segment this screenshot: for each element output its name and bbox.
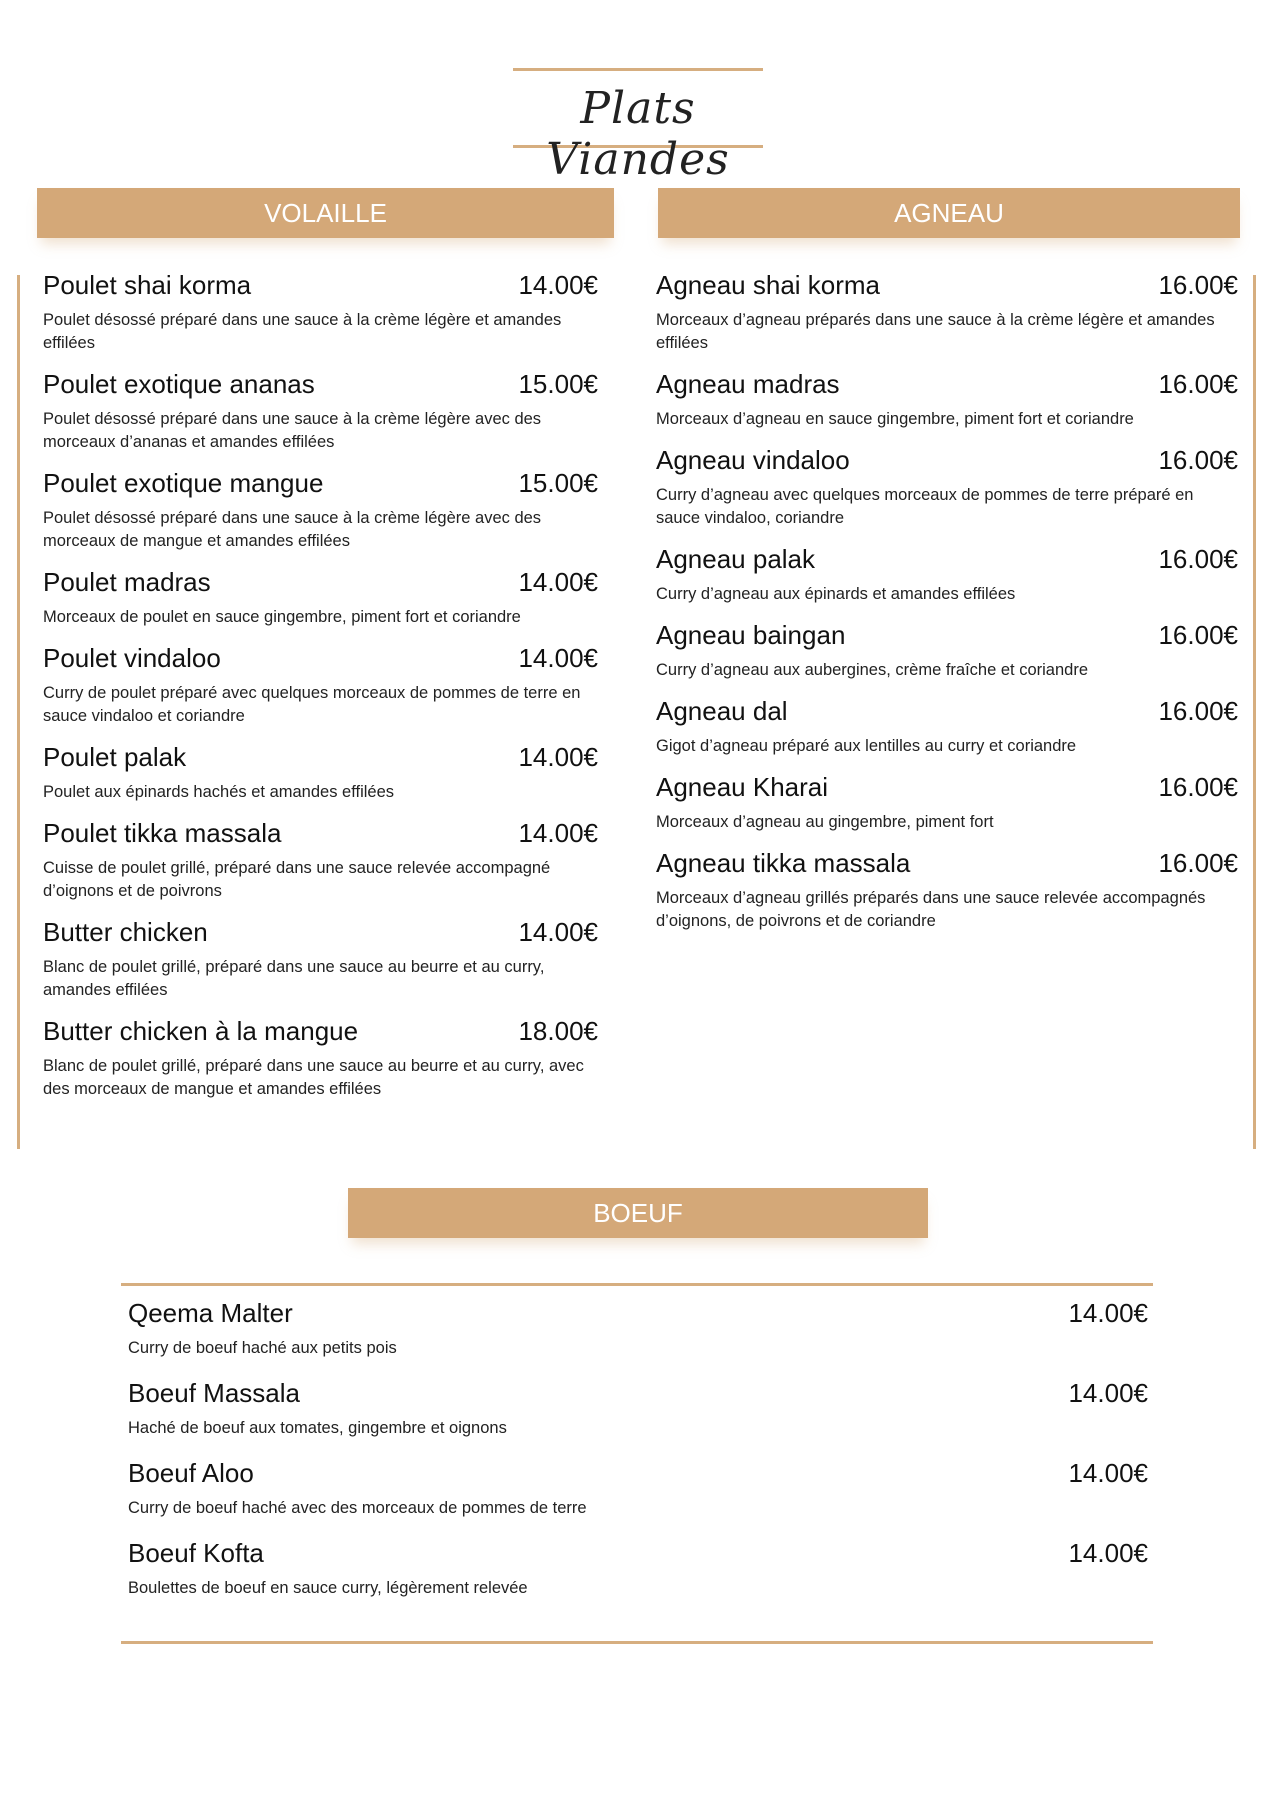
dish-name: Boeuf Kofta: [128, 1538, 264, 1568]
dish-price: 14.00€: [1068, 1298, 1148, 1328]
dish-price: 14.00€: [518, 742, 598, 772]
menu-item: [43, 567, 598, 629]
dish-name: Poulet madras: [43, 567, 211, 597]
menu-item: [656, 445, 1238, 530]
agneau-list: [656, 270, 1238, 943]
dish-name: Agneau shai korma: [656, 270, 881, 300]
dish-price: 16.00€: [1158, 369, 1238, 399]
menu-item: [43, 742, 598, 804]
section-header-boeuf: BOEUF: [348, 1188, 928, 1238]
dish-description: Curry d’agneau avec quelques morceaux de pommes de terre préparé en sauce vindaloo, coriandre: [656, 486, 1194, 527]
dish-price: 16.00€: [1158, 620, 1238, 650]
dish-name: Poulet tikka massala: [43, 818, 282, 848]
dish-description: Poulet aux épinards hachés et amandes effilées: [43, 783, 395, 801]
dish-price: 14.00€: [1068, 1378, 1148, 1408]
dish-price: 16.00€: [1158, 696, 1238, 726]
page-title-frame: [513, 68, 763, 185]
dish-price: 14.00€: [518, 917, 598, 947]
dish-price: 14.00€: [518, 643, 598, 673]
dish-price: 14.00€: [518, 270, 598, 300]
volaille-list: [43, 270, 598, 1111]
menu-item: [128, 1378, 1148, 1440]
dish-price: 15.00€: [518, 369, 598, 399]
menu-item: [43, 818, 598, 903]
menu-item: [656, 544, 1238, 606]
dish-name: Poulet shai korma: [43, 270, 252, 300]
menu-item: [656, 696, 1238, 758]
dish-price: 15.00€: [518, 468, 598, 498]
dish-name: Poulet vindaloo: [43, 643, 221, 673]
dish-name: Boeuf Aloo: [128, 1458, 254, 1488]
dish-price: 18.00€: [518, 1016, 598, 1046]
dish-name: Boeuf Massala: [128, 1378, 300, 1408]
menu-item: [656, 620, 1238, 682]
dish-description: Gigot d’agneau préparé aux lentilles au curry et coriandre: [656, 737, 1077, 755]
dish-description: Poulet désossé préparé dans une sauce à la crème légère avec des morceaux d’ananas et amandes effilées: [43, 410, 542, 451]
dish-description: Morceaux d’agneau préparés dans une sauce à la crème légère et amandes effilées: [656, 311, 1215, 352]
page-title: Plats Viandes: [546, 83, 730, 185]
menu-item: [656, 772, 1238, 834]
dish-description: Boulettes de boeuf en sauce curry, légèrement relevée: [128, 1579, 528, 1597]
dish-name: Poulet palak: [43, 742, 187, 772]
boeuf-top-rule: [121, 1283, 1153, 1286]
menu-item: [128, 1458, 1148, 1520]
boeuf-bottom-rule: [121, 1641, 1153, 1644]
menu-item: [128, 1538, 1148, 1600]
dish-name: Agneau tikka massala: [656, 848, 911, 878]
dish-description: Curry d’agneau aux épinards et amandes effilées: [656, 585, 1016, 603]
menu-item: [43, 1016, 598, 1101]
dish-name: Agneau baingan: [656, 620, 846, 650]
menu-item: [43, 643, 598, 728]
dish-name: Agneau vindaloo: [656, 445, 850, 475]
dish-description: Curry d’agneau aux aubergines, crème fraîche et coriandre: [656, 661, 1088, 679]
dish-price: 14.00€: [518, 818, 598, 848]
dish-price: 14.00€: [1068, 1538, 1148, 1568]
dish-price: 16.00€: [1158, 772, 1238, 802]
dish-name: Agneau palak: [656, 544, 816, 574]
dish-description: Morceaux d’agneau en sauce gingembre, piment fort et coriandre: [656, 410, 1134, 428]
menu-item: [43, 270, 598, 355]
menu-item: [656, 270, 1238, 355]
dish-price: 16.00€: [1158, 848, 1238, 878]
dish-name: Butter chicken à la mangue: [43, 1016, 359, 1046]
left-divider: [17, 275, 20, 1149]
dish-description: Morceaux d’agneau au gingembre, piment fort: [656, 813, 994, 831]
menu-item: [656, 369, 1238, 431]
dish-name: Agneau Kharai: [656, 772, 829, 802]
dish-name: Agneau dal: [656, 696, 788, 726]
dish-description: Poulet désossé préparé dans une sauce à la crème légère et amandes effilées: [43, 311, 562, 352]
dish-price: 14.00€: [518, 567, 598, 597]
dish-name: Qeema Malter: [128, 1298, 293, 1328]
menu-item: [43, 917, 598, 1002]
right-divider: [1253, 275, 1256, 1149]
dish-name: Agneau madras: [656, 369, 840, 399]
menu-item: [43, 468, 598, 553]
dish-price: 16.00€: [1158, 544, 1238, 574]
dish-description: Curry de poulet préparé avec quelques morceaux de pommes de terre en sauce vindaloo et coriandre: [43, 684, 581, 725]
dish-description: Blanc de poulet grillé, préparé dans une sauce au beurre et au curry, amandes effilées: [43, 958, 545, 999]
dish-description: Poulet désossé préparé dans une sauce à la crème légère avec des morceaux de mangue et amandes effilées: [43, 509, 542, 550]
dish-description: Blanc de poulet grillé, préparé dans une sauce au beurre et au curry, avec des morceaux de mangue et amandes effilées: [43, 1057, 584, 1098]
dish-price: 16.00€: [1158, 270, 1238, 300]
section-header-volaille: VOLAILLE: [37, 188, 614, 238]
dish-description: Cuisse de poulet grillé, préparé dans une sauce relevée accompagné d’oignons et de poivrons: [43, 859, 551, 900]
dish-name: Poulet exotique mangue: [43, 468, 324, 498]
dish-description: Curry de boeuf haché aux petits pois: [128, 1339, 397, 1357]
dish-description: Morceaux d’agneau grillés préparés dans une sauce relevée accompagnés d’oignons, de poivrons et de coriandre: [656, 889, 1206, 930]
section-header-agneau: AGNEAU: [658, 188, 1240, 238]
menu-item: [128, 1298, 1148, 1360]
menu-item: [43, 369, 598, 454]
dish-description: Haché de boeuf aux tomates, gingembre et oignons: [128, 1419, 507, 1437]
dish-price: 16.00€: [1158, 445, 1238, 475]
boeuf-list: [128, 1298, 1148, 1618]
dish-price: 14.00€: [1068, 1458, 1148, 1488]
dish-name: Poulet exotique ananas: [43, 369, 315, 399]
menu-item: [656, 848, 1238, 933]
dish-name: Butter chicken: [43, 917, 208, 947]
dish-description: Curry de boeuf haché avec des morceaux de pommes de terre: [128, 1499, 587, 1517]
dish-description: Morceaux de poulet en sauce gingembre, piment fort et coriandre: [43, 608, 521, 626]
